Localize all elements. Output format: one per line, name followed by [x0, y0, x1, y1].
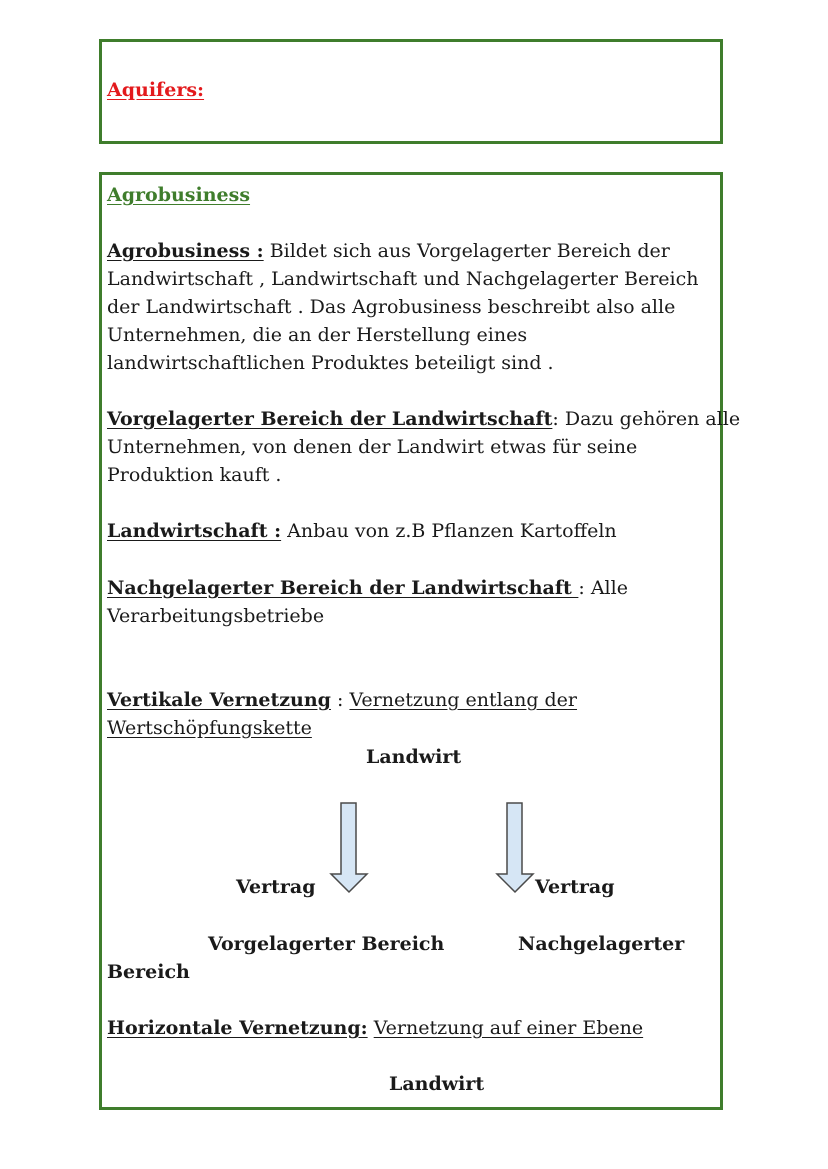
definition-line: Unternehmen, die an der Herstellung eines: [107, 324, 528, 346]
diagram-top-node: Landwirt: [366, 746, 462, 768]
horizontale-definition-text: Vernetzung auf einer Ebene: [373, 1017, 644, 1039]
landwirtschaft-definition: [107, 517, 617, 545]
diagram-right-label: Vertrag: [535, 876, 615, 898]
aquifers-title: Aquifers:: [107, 79, 205, 101]
definition-line: der Landwirtschaft . Das Agrobusiness beschreibt also alle: [107, 296, 676, 318]
definition-line: : Dazu gehören alle: [552, 408, 741, 430]
diagram-right-node: Nachgelagerter: [518, 933, 685, 955]
definition-line: Landwirtschaft , Landwirtschaft und Nachgelagerter Bereich: [107, 268, 699, 290]
diagram-left-node: Vorgelagerter Bereich: [208, 933, 445, 955]
arrow-down-right-icon: [494, 801, 536, 895]
definition-line: : Alle: [578, 577, 628, 599]
agrobusiness-term: Agrobusiness :: [107, 240, 264, 262]
definition-text: Anbau von z.B Pflanzen Kartoffeln: [281, 520, 617, 542]
landwirtschaft-term: Landwirtschaft :: [107, 520, 282, 542]
vertikale-definition-text: Vernetzung entlang der: [349, 689, 578, 711]
definition-line: Bildet sich aus Vorgelagerter Bereich der: [263, 240, 670, 262]
diagram-left-label: Vertrag: [236, 876, 316, 898]
arrow-down-left-icon: [328, 801, 370, 895]
vorgelagerter-definition: [107, 405, 740, 489]
diagram-right-node-continued: Bereich: [107, 961, 190, 983]
vertikale-definition-text: Wertschöpfungskette: [107, 717, 312, 739]
vorgelagerter-term: Vorgelagerter Bereich der Landwirtschaft: [107, 408, 553, 430]
separator: :: [330, 689, 350, 711]
definition-line: Unternehmen, von denen der Landwirt etwas für seine: [107, 436, 638, 458]
nachgelagerter-definition: [107, 574, 628, 630]
horizontale-term: Horizontale Vernetzung:: [107, 1017, 368, 1039]
horizontal-diagram-top-node: Landwirt: [389, 1073, 485, 1095]
horizontale-vernetzung-definition: [107, 1014, 643, 1042]
agrobusiness-definition: [107, 237, 699, 377]
vertikale-vernetzung-definition: [107, 686, 577, 742]
agrobusiness-section-title: Agrobusiness: [107, 184, 251, 206]
definition-line: Produktion kauft .: [107, 464, 282, 486]
nachgelagerter-term: Nachgelagerter Bereich der Landwirtschaft: [107, 577, 579, 599]
definition-line: Verarbeitungsbetriebe: [107, 605, 325, 627]
definition-line: landwirtschaftlichen Produktes beteiligt sind .: [107, 352, 554, 374]
vertikale-term: Vertikale Vernetzung: [107, 689, 331, 711]
